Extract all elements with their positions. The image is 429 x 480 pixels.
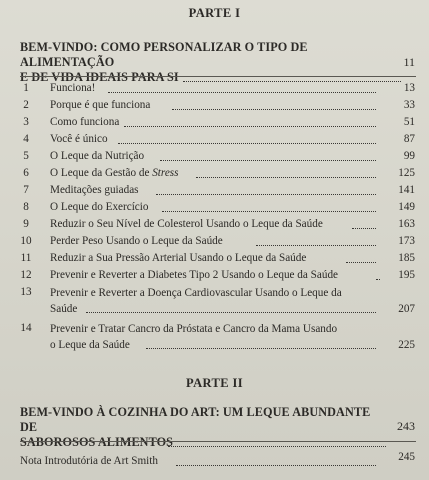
chapter-page: 13 [403,82,415,94]
part-2-header: PARTE II [185,376,244,390]
chapter-page: 87 [403,133,415,145]
chapter-row [0,216,429,233]
chapter-title [50,165,179,182]
intro-page: 245 [398,451,415,463]
chapter-title: O Leque do Exercício [50,201,149,213]
part-2-section-title [20,405,386,450]
chapter-page: 173 [398,235,415,247]
chapter-row [0,97,429,114]
chapter-leader [352,228,376,229]
chapter-title-line1: Prevenir e Reverter a Doença Cardiovascular Usando o Leque da [50,287,342,299]
part-2-section-title-line2: SABOROSOS ALIMENTOS [20,435,174,449]
chapter-page: 163 [398,218,415,230]
intro-leader [176,465,376,466]
chapter-number: 1 [23,82,29,94]
part-1-header: PARTE I [188,6,241,20]
chapter-title: O Leque da Nutrição [50,150,145,162]
chapter-leader [124,126,376,127]
chapter-number: 6 [23,167,29,179]
part-1-section-page: 11 [403,55,415,69]
chapter-row [0,114,429,131]
chapter-row [0,284,429,318]
chapter-title: Perder Peso Usando o Leque da Saúde [50,235,223,247]
chapter-number: 4 [23,133,29,145]
chapter-row [0,131,429,148]
chapter-row [0,182,429,199]
chapter-row [0,165,429,182]
chapter-title-line1: Prevenir e Tratar Cancro da Próstata e Cancro da Mama Usando [50,323,338,335]
chapter-number: 9 [23,218,29,230]
chapter-title: Meditações guiadas [50,184,139,196]
chapter-page: 185 [398,252,415,264]
chapter-leader [376,279,380,280]
chapter-number: 14 [20,322,32,334]
chapter-row [0,148,429,165]
chapter-number: 11 [20,252,32,264]
chapter-number: 3 [23,116,29,128]
chapter-number: 7 [23,184,29,196]
chapter-number: 2 [23,99,29,111]
chapter-title: Você é único [50,133,108,145]
chapter-leader [160,160,376,161]
part-1-section-title-line2: E DE VIDA IDEAIS PARA SI [20,70,179,84]
intro-row [0,453,429,470]
part-2-rule [20,441,416,442]
chapter-leader [146,348,376,349]
chapter-number: 5 [23,150,29,162]
chapter-page: 225 [398,339,415,351]
chapter-leader [86,312,376,313]
chapter-title: Reduzir a Sua Pressão Arterial Usando o Leque da Saúde [50,252,307,264]
chapter-row [0,233,429,250]
chapter-row [0,250,429,267]
chapter-number: 12 [20,269,32,281]
chapter-page: 51 [403,116,415,128]
chapter-page: 207 [398,303,415,315]
chapter-leader [196,177,376,178]
chapter-title-line2: Saúde [50,303,78,315]
chapter-row [0,199,429,216]
part-2-section-title-line1: BEM-VINDO À COZINHA DO ART: UM LEQUE ABUNDANTE DE [20,405,371,434]
chapter-leader [346,262,376,263]
chapter-title: Como funciona [50,116,120,128]
part-1-section-title-line1: BEM-VINDO: COMO PERSONALIZAR O TIPO DE ALIMENTAÇÃO [20,40,308,69]
chapter-number: 13 [20,286,32,298]
chapter-title-text: O Leque da Gestão de [50,167,153,179]
part-2-section-page: 243 [397,419,415,433]
chapter-leader [172,109,376,110]
chapter-leader [162,211,376,212]
chapter-leader [256,245,376,246]
part-2-section-leader [168,446,386,447]
chapter-leader [156,194,376,195]
chapter-page: 141 [398,184,415,196]
chapter-number: 10 [20,235,32,247]
chapter-page: 125 [398,167,415,179]
chapter-title: Prevenir e Reverter a Diabetes Tipo 2 Usando o Leque da Saúde [50,269,339,281]
chapter-number: 8 [23,201,29,213]
chapter-title-emphasis: Stress [152,167,179,179]
chapter-page: 149 [398,201,415,213]
intro-title: Nota Introdutória de Art Smith [20,455,158,467]
chapter-row [0,320,429,354]
chapter-page: 33 [403,99,415,111]
chapter-title: Funciona! [50,82,96,94]
chapter-page: 195 [398,269,415,281]
chapter-leader [118,143,376,144]
chapter-title: Reduzir o Seu Nível de Colesterol Usando o Leque da Saúde [50,218,323,230]
part-1-rule [20,76,416,77]
part-1-section-title [20,40,386,85]
chapter-leader [108,92,376,93]
chapter-title-line2: o Leque da Saúde [50,339,130,351]
chapter-row [0,267,429,284]
chapter-row [0,80,429,97]
chapter-title: Porque é que funciona [50,99,151,111]
chapter-page: 99 [403,150,415,162]
